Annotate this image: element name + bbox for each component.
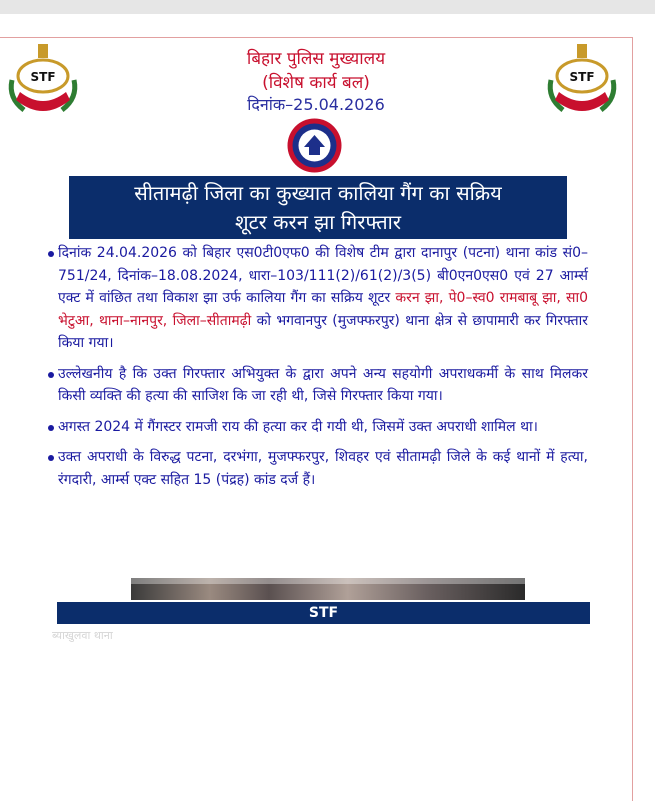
bullet-item-arrest bbox=[28, 242, 588, 355]
bullet-text: उक्त अपराधी के विरुद्ध पटना, दरभंगा, मुजफ्फरपुर, शिवहर एवं सीतामढ़ी जिले के कई थानों में हत्या, रंगदारी, आर्म्स एक्ट सहित 15 (पंद्रह) कांड दर्ज हैं। bbox=[58, 449, 588, 488]
headline-banner bbox=[69, 176, 567, 239]
header-title: बिहार पुलिस मुख्यालय bbox=[246, 49, 386, 69]
bihar-police-seal-icon bbox=[286, 117, 343, 174]
accused-details: करन झा, पे0–स्व0 रामबाबू झा, सा0 भेटुआ, थाना–नानपुर, जिला–सीतामढ़ी bbox=[58, 290, 588, 329]
bullet-icon bbox=[48, 372, 54, 378]
header-date: दिनांक–25.04.2026 bbox=[247, 95, 385, 114]
bullet-text: को भगवानपुर (मुजफ्फरपुर) थाना क्षेत्र से छापामारी कर गिरफ्तार किया गया। bbox=[58, 312, 589, 351]
bullet-text: दिनांक 24.04.2026 को बिहार एस0टी0एफ0 की विशेष टीम द्वारा दानापुर (पटना) थाना कांड सं0–751/24, दिनांक–18.08.2024, धारा–103/111(2)/61(2)/3(5) बी0एन0एस0 एवं 27 आर्म्स एक्ट में वांछित तथा विकाश झा उर्फ कालिया गैंग का सक्रिय शूटर bbox=[58, 245, 588, 306]
bullet-icon bbox=[48, 425, 54, 431]
headline-line-2: शूटर करन झा गिरफ्तार bbox=[234, 210, 402, 234]
svg-text:STF: STF bbox=[30, 70, 56, 84]
top-strip bbox=[0, 0, 655, 14]
header-subtitle: (विशेष कार्य बल) bbox=[262, 73, 370, 93]
bullet-icon bbox=[48, 251, 54, 257]
footer-stf-bar: STF bbox=[57, 602, 590, 624]
bullet-item-cases bbox=[28, 446, 588, 491]
bullet-text: अगस्त 2024 में गैंगस्टर रामजी राय की हत्या कर दी गयी थी, जिसमें उक्त अपराधी शामिल था। bbox=[58, 418, 538, 435]
svg-text:STF: STF bbox=[569, 70, 595, 84]
bullet-list bbox=[28, 242, 588, 499]
headline-line-1: सीतामढ़ी जिला का कुख्यात कालिया गैंग का सक्रिय bbox=[134, 181, 502, 205]
bullet-item-murder bbox=[28, 416, 588, 439]
bullet-text: उल्लेखनीय है कि उक्त गिरफ्तार अभियुक्त के द्वारा अपने अन्य सहयोगी अपराधकर्मी के साथ मिलकर किसी व्यक्ति की हत्या की साजिश कि जा रही थी, जिसे गिरफ्तार किया गया। bbox=[58, 365, 588, 404]
watermark-text: ब्याखुलवा थाना bbox=[52, 629, 113, 642]
bullet-item-conspiracy bbox=[28, 363, 588, 408]
bullet-icon bbox=[48, 455, 54, 461]
photo-strip bbox=[131, 578, 525, 600]
